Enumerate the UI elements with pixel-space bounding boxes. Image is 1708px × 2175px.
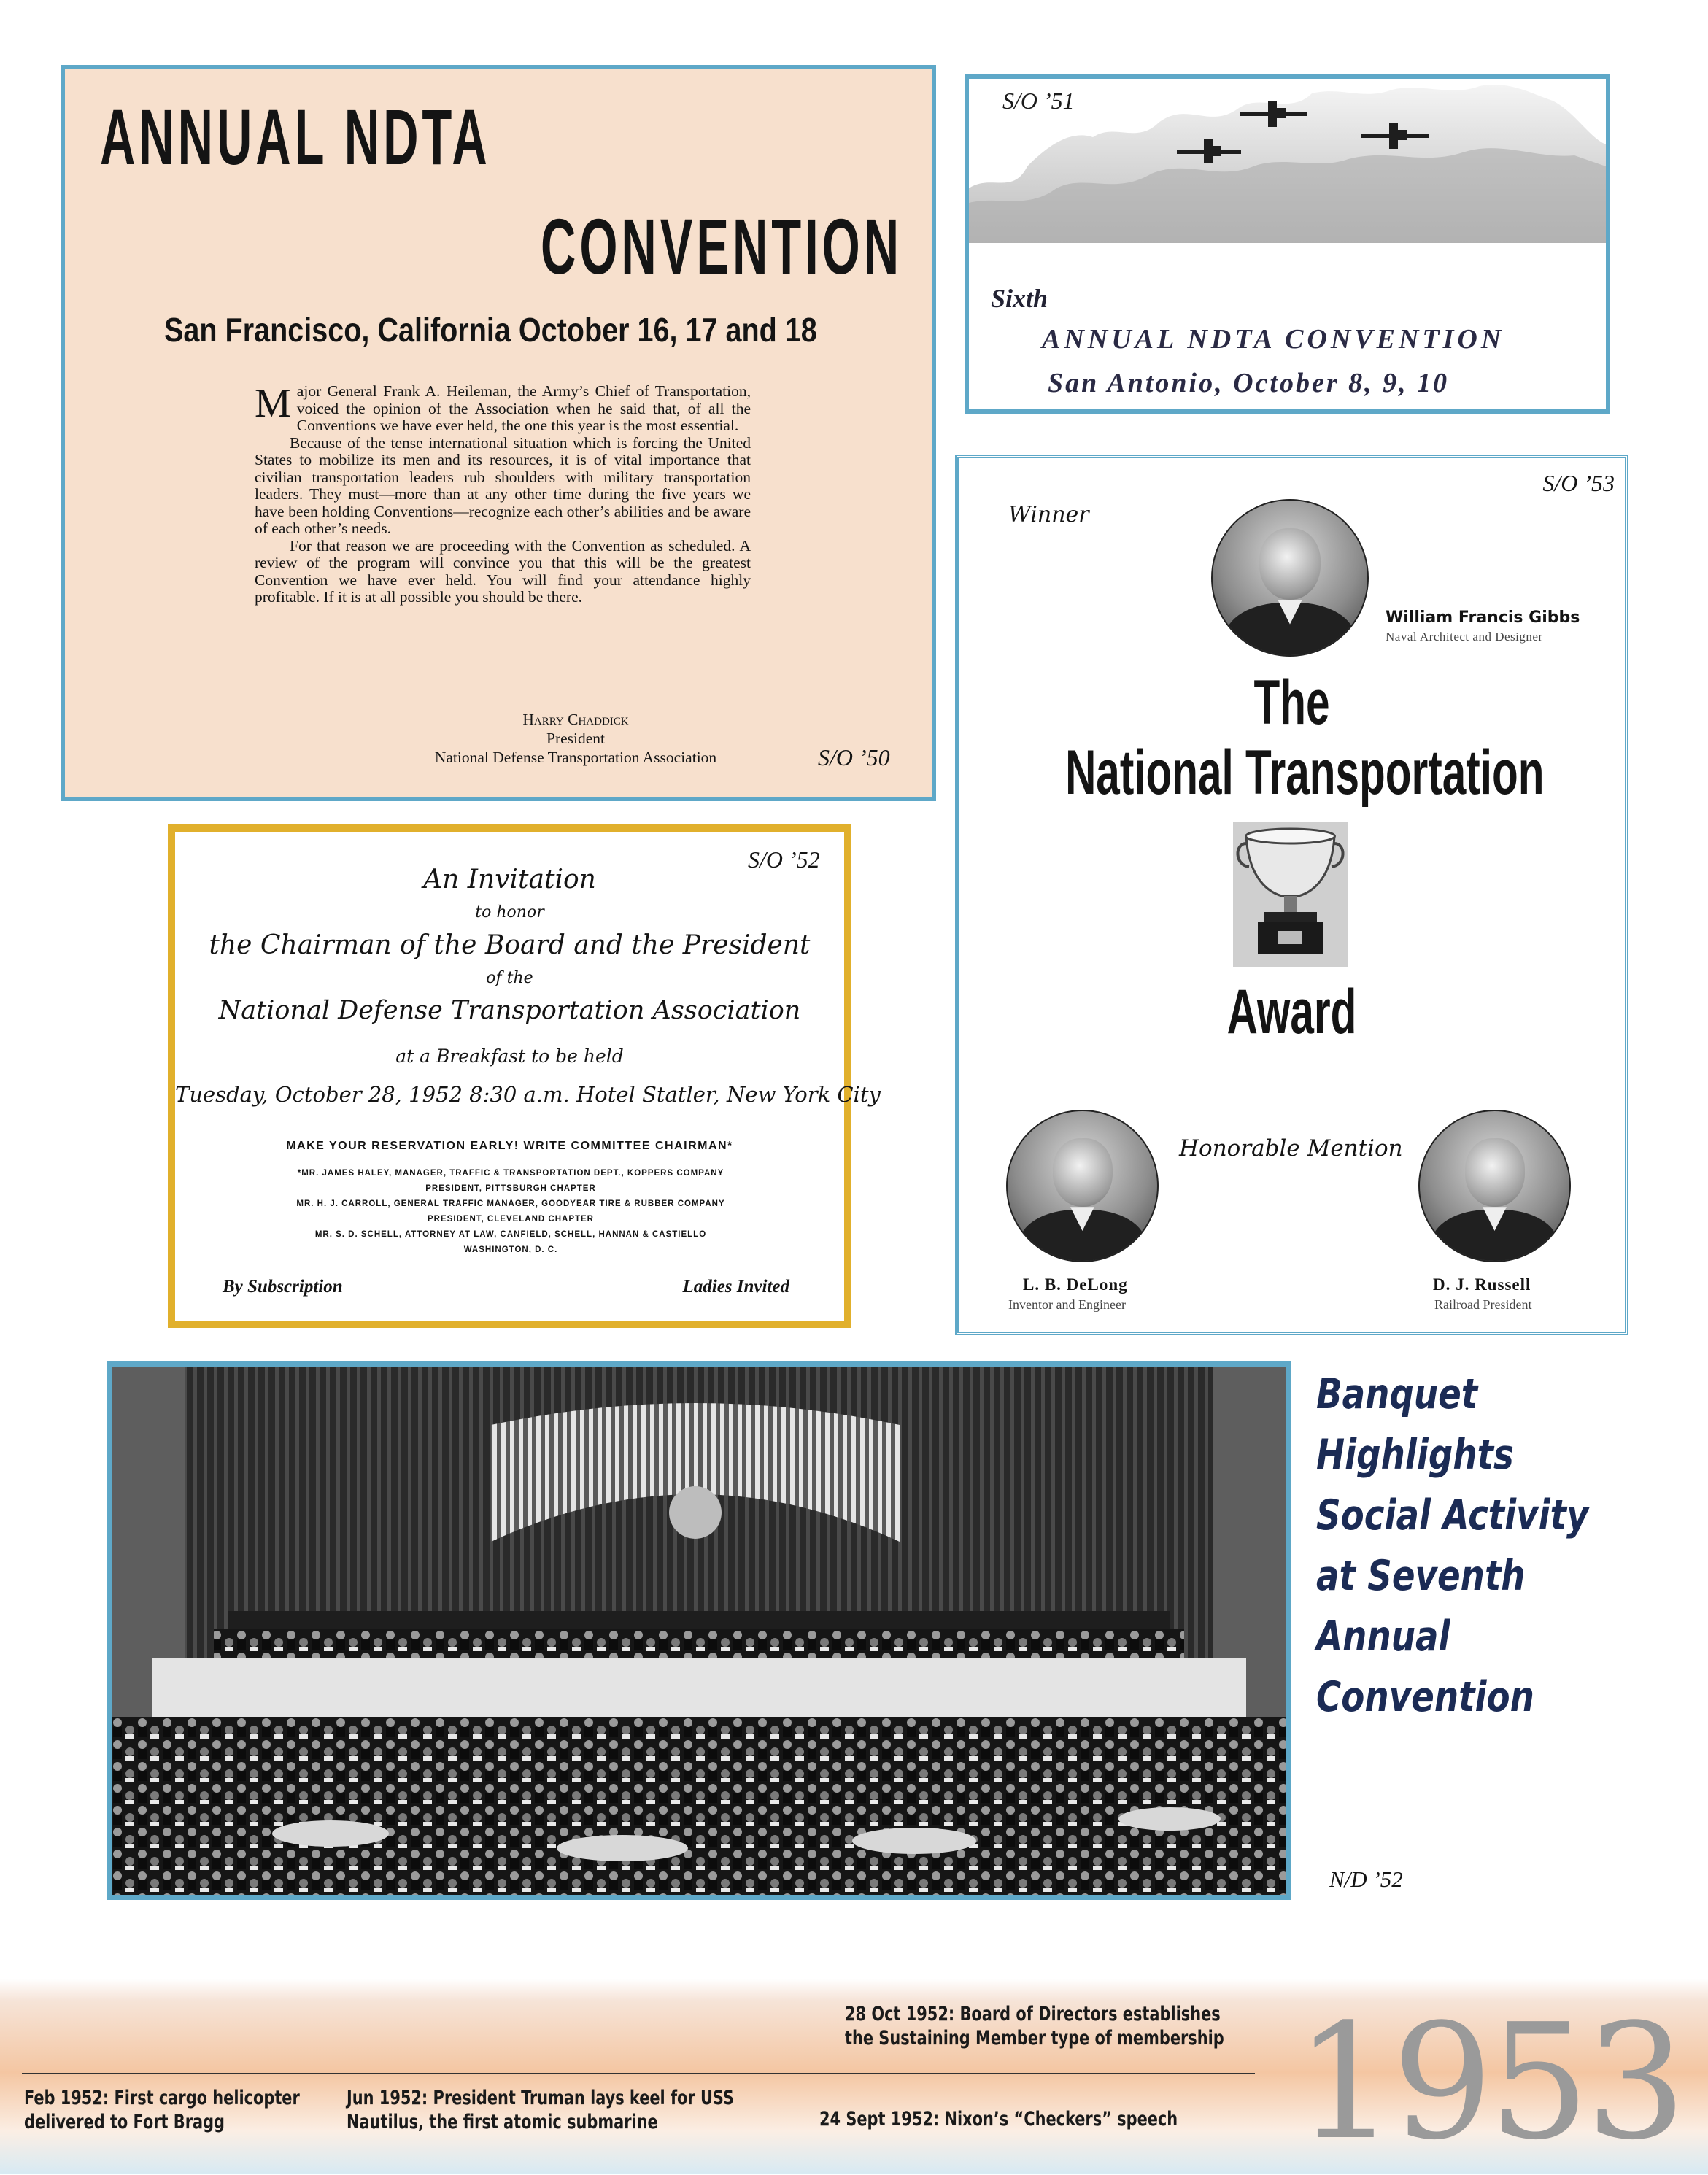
invitation-line: of the	[486, 969, 533, 987]
event-text: Feb 1952: First cargo helicopter	[24, 2087, 300, 2109]
chairman-line: MR. H. J. CARROLL, GENERAL TRAFFIC MANAGER, GOODYEAR TIRE & RUBBER COMPANY	[296, 1199, 725, 1208]
headline-line: at Seventh	[1316, 1552, 1526, 1600]
mention-title: Inventor and Engineer	[1008, 1297, 1126, 1312]
clipping-body	[255, 383, 751, 606]
headline-line: Convention	[1316, 1673, 1534, 1721]
ladies-note: Ladies Invited	[682, 1277, 789, 1297]
award-title-line3: Award	[1226, 977, 1357, 1047]
invitation-line: the Chairman of the Board and the President	[209, 930, 811, 960]
signature-block	[401, 710, 751, 767]
san-antonio-convention-clipping	[965, 74, 1610, 414]
drop-cap: M	[255, 381, 291, 426]
honorable-mention-label: Honorable Mention	[1179, 1135, 1403, 1162]
headline-line: Banquet	[1316, 1370, 1478, 1418]
trophy-cup-icon	[1233, 822, 1348, 967]
chairman-line: MR. S. D. SCHELL, ATTORNEY AT LAW, CANFIELD, SCHELL, HANNAN & CASTIELLO	[314, 1230, 707, 1239]
award-title-line1: The	[1253, 668, 1330, 738]
event-text: 28 Oct 1952: Board of Directors establishes	[845, 2003, 1221, 2025]
mention-name: D. J. Russell	[1433, 1275, 1531, 1294]
chairman-line: PRESIDENT, CLEVELAND CHAPTER	[428, 1215, 594, 1224]
timeline-event-sep-1952: 24 Sept 1952: Nixon’s “Checkers” speech	[819, 2108, 1178, 2130]
convention-location-dates: San Antonio, October 8, 9, 10	[1048, 368, 1450, 398]
issue-tag: S/O ’50	[818, 744, 890, 770]
signer-title: President	[546, 730, 606, 747]
ordinal-label: Sixth	[991, 284, 1048, 313]
issue-tag: N/D ’52	[1329, 1866, 1403, 1892]
transportation-award-clipping	[955, 455, 1628, 1335]
reservation-notice: MAKE YOUR RESERVATION EARLY! WRITE COMMITTEE CHAIRMAN*	[286, 1140, 733, 1152]
headline-line: Highlights	[1316, 1431, 1514, 1479]
mention-name: L. B. DeLong	[1023, 1275, 1128, 1294]
signer-org: National Defense Transportation Association	[434, 749, 717, 766]
timeline-event-jun-1952	[347, 2086, 734, 2134]
event-text: the Sustaining Member type of membership	[845, 2027, 1224, 2050]
breakfast-invitation	[168, 824, 881, 1328]
subscription-note: By Subscription	[223, 1277, 343, 1297]
winner-title: Naval Architect and Designer	[1386, 630, 1543, 644]
invitation-line: at a Breakfast to be held	[395, 1046, 624, 1067]
mention-title: Railroad President	[1434, 1297, 1532, 1312]
convention-title: ANNUAL NDTA CONVENTION	[1042, 324, 1505, 355]
issue-tag: S/O ’53	[1542, 470, 1615, 496]
chairman-line: WASHINGTON, D. C.	[463, 1245, 558, 1254]
timeline-event-oct-1952	[845, 2002, 1224, 2050]
body-paragraph-2: Because of the tense international situation which is forcing the United States to mobilize its men and its resources, it is of vital importance that civilian transportation leaders rub shoulders with military transportation leaders. They must—more than at any other time during the five years we have been holding Conventions—recognize each other’s abilities and be aware of each other’s needs.	[255, 433, 751, 537]
signer-name: Harry Chaddick	[522, 711, 629, 728]
invitation-heading: An Invitation	[423, 865, 596, 895]
banquet-headline	[1316, 1364, 1591, 1728]
winner-name: William Francis Gibbs	[1386, 609, 1580, 627]
russell-portrait	[1418, 1110, 1571, 1262]
banquet-photo	[107, 1361, 1291, 1900]
timeline-event-feb-1952	[24, 2086, 300, 2134]
timeline-divider	[22, 2073, 1255, 2074]
invitation-line: to honor	[475, 903, 544, 922]
clipping-title-line1: ANNUAL NDTA	[100, 93, 491, 181]
issue-tag: S/O ’52	[748, 846, 820, 873]
headline-line: Social Activity	[1316, 1491, 1589, 1540]
body-paragraph-3: For that reason we are proceeding with the Convention as scheduled. A review of the program will convince you that this will be the greatest Convention we have ever held. You will find your attendance highly profitable. If it is at all possible you should be there.	[255, 536, 751, 606]
chairman-line: *MR. JAMES HALEY, MANAGER, TRAFFIC & TRANSPORTATION DEPT., KOPPERS COMPANY	[297, 1169, 724, 1178]
invitation-line: National Defense Transportation Association	[218, 996, 801, 1025]
committee-chairmen	[219, 1166, 803, 1258]
body-paragraph-1-text: ajor General Frank A. Heileman, the Army’s Chief of Transportation, voiced the opinion of the Association when he said that, of all the Conventions we have ever held, the one this year is the most essential.	[296, 382, 751, 434]
award-title-line2: National Transportation	[1065, 738, 1545, 808]
chairman-line: PRESIDENT, PITTSBURGH CHAPTER	[425, 1184, 596, 1193]
body-paragraph-1	[255, 383, 751, 435]
event-text: Nautilus, the first atomic submarine	[347, 2111, 658, 2133]
issue-tag: S/O ’51	[1002, 88, 1075, 114]
event-text: delivered to Fort Bragg	[24, 2111, 225, 2133]
event-text: Jun 1952: President Truman lays keel for USS	[347, 2087, 734, 2109]
headline-line: Annual	[1316, 1612, 1450, 1661]
gibbs-portrait	[1211, 499, 1369, 657]
delong-portrait	[1006, 1110, 1159, 1262]
sf-convention-clipping	[61, 65, 936, 801]
year-label: 1953	[1295, 1990, 1682, 2175]
clipping-subtitle: San Francisco, California October 16, 17 and 18	[164, 311, 817, 349]
banquet-hall-image	[112, 1367, 1286, 1895]
winner-label: Winner	[1008, 502, 1089, 528]
invitation-date-venue: Tuesday, October 28, 1952 8:30 a.m. Hotel Statler, New York City	[175, 1082, 881, 1107]
clipping-title-line2: CONVENTION	[540, 202, 903, 290]
